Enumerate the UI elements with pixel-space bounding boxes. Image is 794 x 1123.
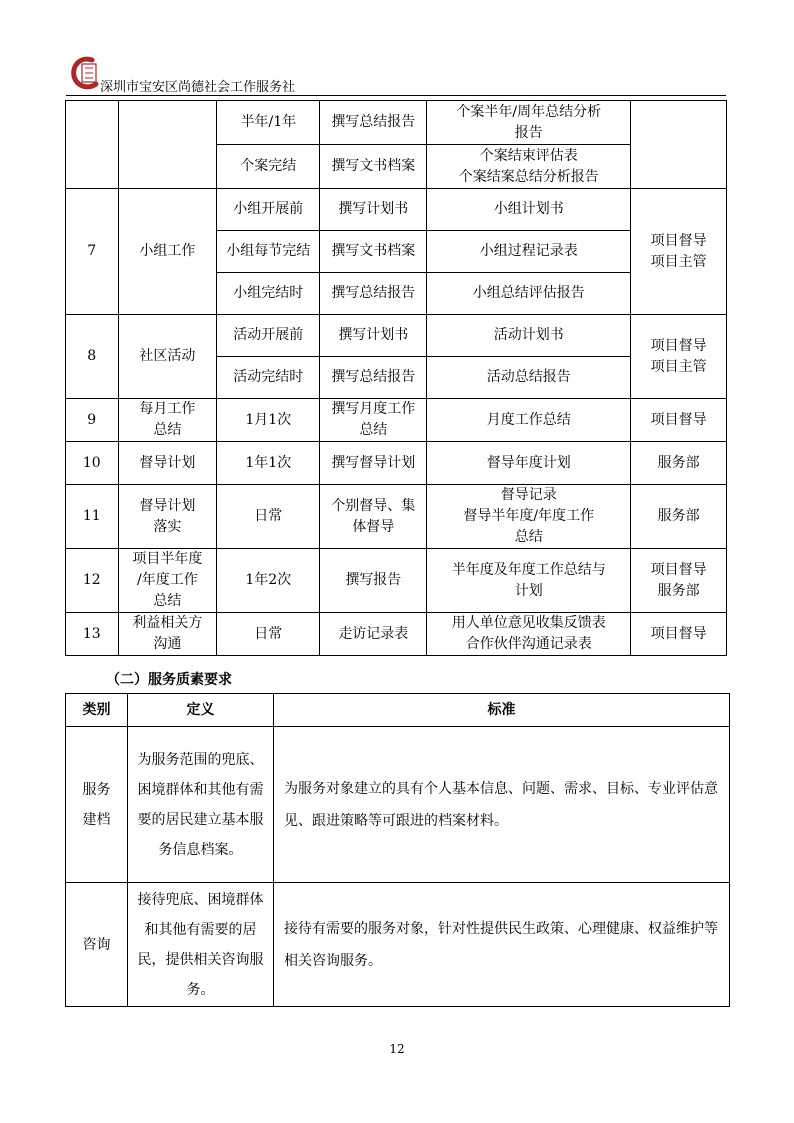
action-cell: 撰写报告 <box>320 549 427 613</box>
timing-cell: 日常 <box>217 485 320 549</box>
table-row <box>66 613 727 656</box>
table-row <box>66 189 727 231</box>
item-cell: 督导计划 落实 <box>118 485 217 549</box>
number-cell: 9 <box>66 399 119 442</box>
output-cell: 用人单位意见收集反馈表 合作伙伴沟通记录表 <box>427 613 631 656</box>
standard-cell: 接待有需要的服务对象，针对性提供民生政策、心理健康、权益维护等相关咨询服务。 <box>274 883 730 1007</box>
timing-cell: 日常 <box>217 613 320 656</box>
action-cell: 撰写督导计划 <box>320 442 427 485</box>
output-cell: 活动总结报告 <box>427 357 631 399</box>
responsible-cell: 项目督导 项目主管 <box>631 315 727 399</box>
table-row <box>66 399 727 442</box>
action-cell: 个别督导、集 体督导 <box>320 485 427 549</box>
item-cell: 每月工作 总结 <box>118 399 217 442</box>
output-cell: 督导年度计划 <box>427 442 631 485</box>
definition-cell: 为服务范围的兜底、困境群体和其他有需要的居民建立基本服务信息档案。 <box>128 727 274 883</box>
action-cell: 撰写文书档案 <box>320 231 427 273</box>
number-cell: 11 <box>66 485 119 549</box>
timing-cell: 半年/1年 <box>217 101 320 145</box>
output-cell: 督导记录 督导半年度/年度工作 总结 <box>427 485 631 549</box>
item-cell: 小组工作 <box>118 189 217 315</box>
table-row <box>66 101 727 145</box>
output-cell: 小组计划书 <box>427 189 631 231</box>
category-cell: 咨询 <box>66 883 128 1007</box>
section-title: （二）服务质素要求 <box>106 672 232 688</box>
output-cell: 个案结束评估表 个案结案总结分析报告 <box>427 145 631 189</box>
number-cell: 13 <box>66 613 119 656</box>
number-cell: 7 <box>66 189 119 315</box>
column-header-category: 类别 <box>66 694 128 727</box>
item-cell: 社区活动 <box>118 315 217 399</box>
output-cell: 小组总结评估报告 <box>427 273 631 315</box>
timing-cell: 小组开展前 <box>217 189 320 231</box>
responsible-cell: 项目督导 <box>631 613 727 656</box>
table-row <box>66 883 730 1007</box>
timing-cell: 活动完结时 <box>217 357 320 399</box>
output-cell: 个案半年/周年总结分析 报告 <box>427 101 631 145</box>
item-cell: 项目半年度 /年度工作 总结 <box>118 549 217 613</box>
column-header-standard: 标准 <box>274 694 730 727</box>
output-cell: 月度工作总结 <box>427 399 631 442</box>
work-schedule-table <box>65 100 727 656</box>
item-cell <box>118 101 217 189</box>
column-header-definition: 定义 <box>128 694 274 727</box>
responsible-cell: 服务部 <box>631 442 727 485</box>
responsible-cell: 项目督导 项目主管 <box>631 189 727 315</box>
action-cell: 撰写计划书 <box>320 315 427 357</box>
number-cell: 10 <box>66 442 119 485</box>
header-divider <box>66 95 726 96</box>
timing-cell: 1年2次 <box>217 549 320 613</box>
table-row <box>66 549 727 613</box>
timing-cell: 小组每节完结 <box>217 231 320 273</box>
category-cell: 服务 建档 <box>66 727 128 883</box>
table-row <box>66 315 727 357</box>
action-cell: 撰写总结报告 <box>320 357 427 399</box>
responsible-cell: 服务部 <box>631 485 727 549</box>
table-row <box>66 485 727 549</box>
organization-name: 深圳市宝安区尚德社会工作服务社 <box>100 80 296 95</box>
organization-logo <box>70 54 102 90</box>
page-number: 12 <box>389 1042 405 1056</box>
action-cell: 撰写总结报告 <box>320 101 427 145</box>
table-row <box>66 442 727 485</box>
responsible-cell: 项目督导 <box>631 399 727 442</box>
page-header <box>66 50 726 96</box>
output-cell: 活动计划书 <box>427 315 631 357</box>
action-cell: 撰写计划书 <box>320 189 427 231</box>
table-row <box>66 727 730 883</box>
output-cell: 半年度及年度工作总结与 计划 <box>427 549 631 613</box>
action-cell: 撰写总结报告 <box>320 273 427 315</box>
service-quality-table <box>65 693 730 1007</box>
responsible-cell: 项目督导 服务部 <box>631 549 727 613</box>
table-header-row <box>66 694 730 727</box>
number-cell: 12 <box>66 549 119 613</box>
item-cell: 督导计划 <box>118 442 217 485</box>
action-cell: 撰写月度工作 总结 <box>320 399 427 442</box>
number-cell: 8 <box>66 315 119 399</box>
timing-cell: 1月1次 <box>217 399 320 442</box>
item-cell: 利益相关方 沟通 <box>118 613 217 656</box>
timing-cell: 个案完结 <box>217 145 320 189</box>
output-cell: 小组过程记录表 <box>427 231 631 273</box>
number-cell <box>66 101 119 189</box>
action-cell: 撰写文书档案 <box>320 145 427 189</box>
action-cell: 走访记录表 <box>320 613 427 656</box>
timing-cell: 1年1次 <box>217 442 320 485</box>
timing-cell: 小组完结时 <box>217 273 320 315</box>
definition-cell: 接待兜底、困境群体和其他有需要的居民，提供相关咨询服务。 <box>128 883 274 1007</box>
standard-cell: 为服务对象建立的具有个人基本信息、问题、需求、目标、专业评估意见、跟进策略等可跟进的档案材料。 <box>274 727 730 883</box>
timing-cell: 活动开展前 <box>217 315 320 357</box>
responsible-cell <box>631 101 727 189</box>
